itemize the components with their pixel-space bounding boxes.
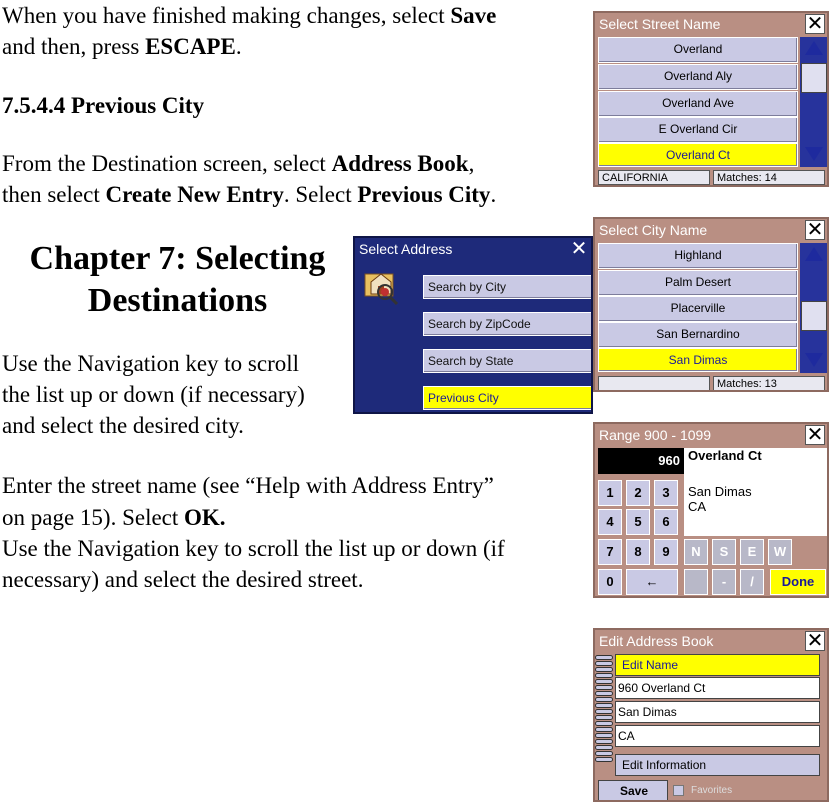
doc-line-9: on page 15). Select OK. bbox=[2, 505, 226, 530]
scroll-up-arrow-icon[interactable] bbox=[805, 41, 823, 55]
doc-line-11: necessary) and select the desired street. bbox=[2, 567, 364, 592]
doc-line-1: When you have finished making changes, select Save bbox=[2, 3, 497, 28]
chapter-title-line-1: Chapter 7: Selecting bbox=[29, 240, 326, 277]
keypad-key[interactable]: 0 bbox=[598, 569, 622, 595]
edit-address-book-window bbox=[593, 628, 829, 802]
favorites-label: Favorites bbox=[691, 785, 733, 796]
house-map-icon bbox=[363, 268, 403, 308]
keypad-key[interactable]: 2 bbox=[626, 480, 650, 506]
range-window-title: Range 900 - 1099 bbox=[599, 427, 712, 443]
keypad-key[interactable]: 1 bbox=[598, 480, 622, 506]
keypad-key[interactable]: 6 bbox=[654, 509, 678, 535]
street-window-title: Select Street Name bbox=[599, 16, 721, 32]
save-button[interactable]: Save bbox=[598, 780, 668, 802]
close-icon[interactable]: ✕ bbox=[806, 424, 824, 446]
previous-city-button[interactable]: Previous City bbox=[423, 386, 593, 410]
close-icon[interactable]: ✕ bbox=[806, 630, 824, 652]
scrollbar[interactable] bbox=[800, 243, 828, 373]
close-icon[interactable]: ✕ bbox=[806, 13, 824, 35]
scroll-thumb[interactable] bbox=[801, 63, 827, 93]
matches-count: Matches: 14 bbox=[713, 170, 825, 185]
keypad-key[interactable]: 5 bbox=[626, 509, 650, 535]
scroll-down-arrow-icon[interactable] bbox=[805, 353, 823, 367]
doc-line-8: Enter the street name (see “Help with Address Entry” bbox=[2, 473, 494, 498]
state-label bbox=[598, 376, 710, 391]
punctuation-key[interactable]: - bbox=[712, 569, 736, 595]
direction-key[interactable]: N bbox=[684, 539, 708, 565]
keypad-key[interactable]: 3 bbox=[654, 480, 678, 506]
binder-rings-icon bbox=[595, 654, 613, 763]
close-icon[interactable]: ✕ bbox=[570, 238, 588, 260]
direction-key[interactable]: S bbox=[712, 539, 736, 565]
city-field[interactable]: San Dimas bbox=[615, 701, 820, 723]
address-preview bbox=[684, 448, 828, 536]
list-item[interactable]: E Overland Cir bbox=[598, 117, 798, 143]
edit-name-button[interactable]: Edit Name bbox=[615, 654, 820, 676]
direction-key[interactable]: E bbox=[740, 539, 764, 565]
address-field[interactable]: 960 Overland Ct bbox=[615, 677, 820, 699]
search-by-state-button[interactable]: Search by State bbox=[423, 349, 593, 373]
address-window-title: Select Address bbox=[355, 238, 591, 260]
scroll-down-arrow-icon[interactable] bbox=[805, 147, 823, 161]
chapter-title-line-2: Destinations bbox=[87, 282, 268, 319]
matches-count: Matches: 13 bbox=[713, 376, 825, 391]
scroll-up-arrow-icon[interactable] bbox=[805, 247, 823, 261]
search-by-zipcode-button[interactable]: Search by ZipCode bbox=[423, 312, 593, 336]
doc-line-7: and select the desired city. bbox=[2, 413, 244, 438]
favorites-checkbox[interactable] bbox=[673, 785, 684, 796]
range-window bbox=[593, 422, 829, 598]
preview-city: San Dimas bbox=[688, 484, 752, 499]
edit-information-button[interactable]: Edit Information bbox=[615, 754, 820, 776]
keypad-key[interactable]: 7 bbox=[598, 539, 622, 565]
list-item[interactable]: Highland bbox=[598, 243, 798, 269]
doc-line-5: Use the Navigation key to scroll bbox=[2, 351, 300, 376]
blank-key[interactable] bbox=[684, 569, 708, 595]
list-item-selected[interactable]: San Dimas bbox=[598, 348, 798, 372]
list-item[interactable]: Placerville bbox=[598, 296, 798, 322]
punctuation-key[interactable]: / bbox=[740, 569, 764, 595]
doc-line-3: From the Destination screen, select Address Book, bbox=[2, 151, 475, 176]
doc-line-2: and then, press ESCAPE. bbox=[2, 34, 242, 59]
doc-line-6: the list up or down (if necessary) bbox=[2, 382, 305, 407]
chapter-title bbox=[0, 238, 355, 322]
state-field[interactable]: CA bbox=[615, 725, 820, 747]
city-window-title: Select City Name bbox=[599, 222, 708, 238]
keypad-key[interactable]: 9 bbox=[654, 539, 678, 565]
keypad-key[interactable]: 8 bbox=[626, 539, 650, 565]
list-item[interactable]: Overland Ave bbox=[598, 91, 798, 117]
direction-key[interactable]: W bbox=[768, 539, 792, 565]
search-by-city-button[interactable]: Search by City bbox=[423, 275, 593, 299]
preview-state: CA bbox=[688, 499, 707, 514]
number-entry-display[interactable]: 960 bbox=[598, 448, 684, 474]
list-item[interactable]: Overland Aly bbox=[598, 64, 798, 90]
select-address-window bbox=[353, 236, 593, 414]
list-item-selected[interactable]: Overland Ct bbox=[598, 143, 798, 167]
street-name-window bbox=[593, 11, 829, 187]
doc-line-4: then select Create New Entry. Select Previous City. bbox=[2, 182, 497, 207]
doc-line-10: Use the Navigation key to scroll the list up or down (if bbox=[2, 536, 505, 561]
backspace-arrow-icon[interactable]: ← bbox=[626, 569, 678, 595]
edit-window-title: Edit Address Book bbox=[599, 633, 714, 649]
close-icon[interactable]: ✕ bbox=[806, 219, 824, 241]
list-item[interactable]: San Bernardino bbox=[598, 322, 798, 348]
scroll-thumb[interactable] bbox=[801, 301, 827, 331]
preview-street: Overland Ct bbox=[688, 448, 762, 463]
city-name-window bbox=[593, 217, 829, 392]
list-item[interactable]: Palm Desert bbox=[598, 270, 798, 296]
keypad-key[interactable]: 4 bbox=[598, 509, 622, 535]
state-label: CALIFORNIA bbox=[598, 170, 710, 185]
list-item[interactable]: Overland bbox=[598, 37, 798, 63]
section-heading: 7.5.4.4 Previous City bbox=[2, 93, 205, 118]
scrollbar[interactable] bbox=[800, 37, 828, 167]
done-button[interactable]: Done bbox=[770, 569, 826, 595]
